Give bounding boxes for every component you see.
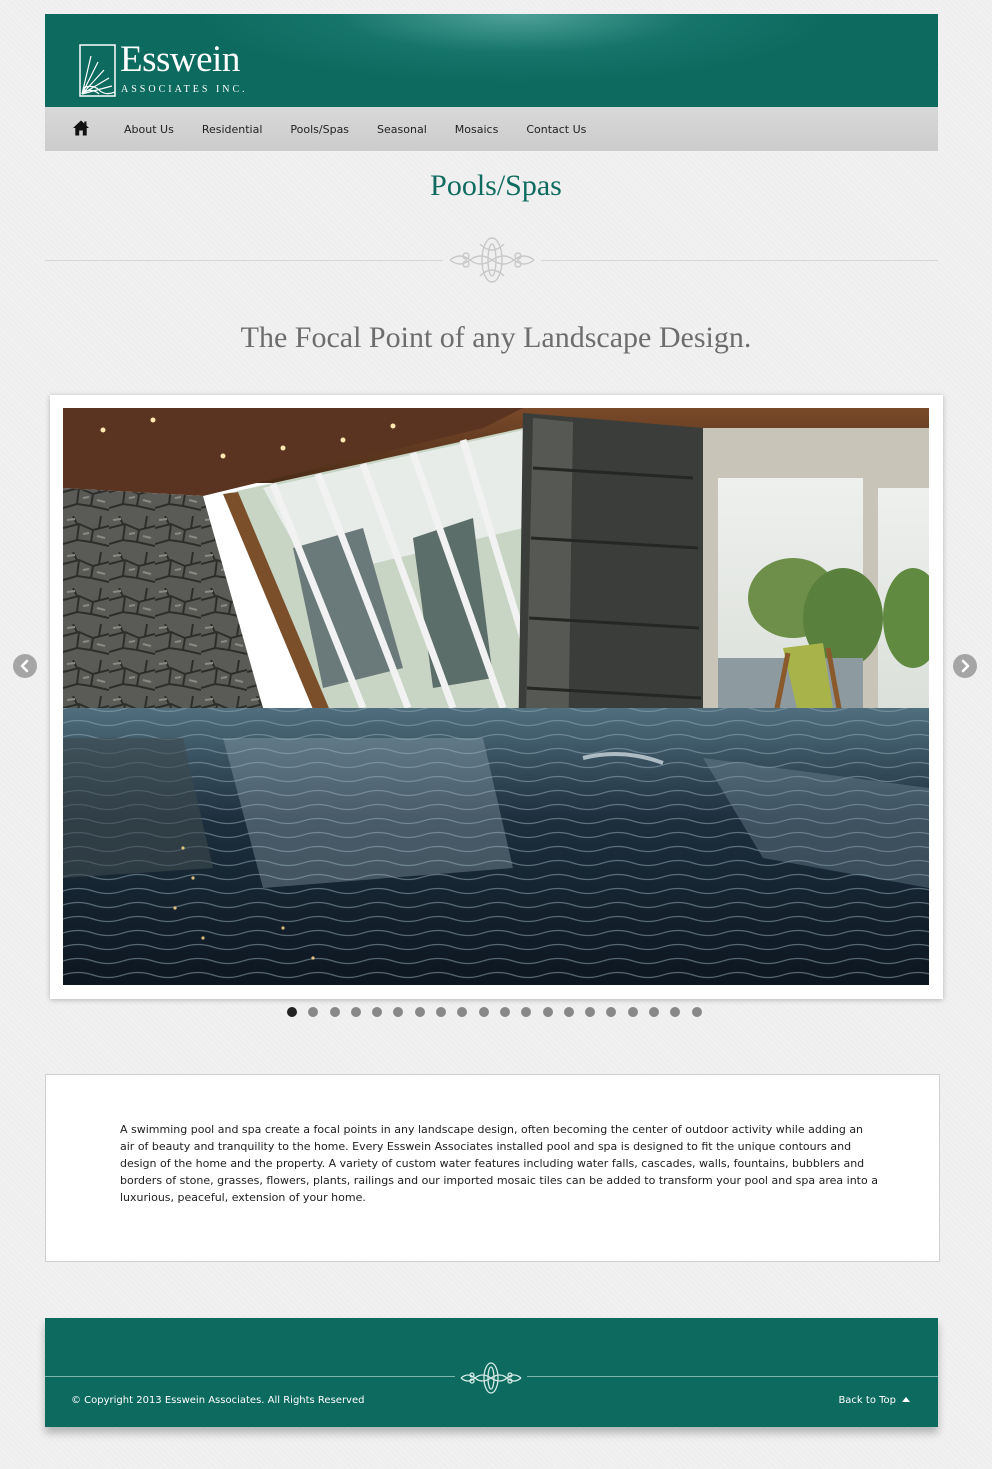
content-paragraph: A swimming pool and spa create a focal points in any landscape design, often becoming the center of outdoor activity while adding an air of beauty and tranquility to the home. Every Esswein Associates installed pool and spa is designed to fit the unique contours and design of the home and the property. A variety of custom water features including water falls, cascades, walls, fountains, bubblers and borders of stone, grasses, flowers, plants, railings and our imported mosaic tiles can be added to transform your pool and spa area into a luxurious, peaceful, extension of your home. [120,1123,878,1204]
nav-item-pools-spas[interactable]: Pools/Spas [290,122,350,136]
slider-dot[interactable] [457,1007,467,1017]
slider-dot[interactable] [330,1007,340,1017]
nav-item-about-us[interactable]: About Us [124,122,174,136]
slider-dot[interactable] [521,1007,531,1017]
nav-menu [110,107,600,151]
brand-subtitle: ASSOCIATES INC. [121,84,248,95]
slider-dot[interactable] [287,1007,297,1017]
slider-dot[interactable] [436,1007,446,1017]
slider-dot[interactable] [308,1007,318,1017]
divider-line-right [541,260,938,261]
slider-dot[interactable] [628,1007,638,1017]
slider-next-button[interactable] [953,654,977,678]
slider-dot[interactable] [692,1007,702,1017]
logo[interactable] [79,39,249,100]
nav-item-seasonal[interactable]: Seasonal [377,122,427,136]
caret-up-icon [902,1397,910,1402]
footer-ornament-icon [458,1360,524,1396]
slider-dot[interactable] [585,1007,595,1017]
slider-dot[interactable] [479,1007,489,1017]
tagline: The Focal Point of any Landscape Design. [240,321,752,354]
footer-divider-right [527,1376,938,1377]
slider-dot[interactable] [543,1007,553,1017]
site-header [45,14,938,107]
main-nav [45,107,938,151]
slider-dot[interactable] [670,1007,680,1017]
slider-dot[interactable] [372,1007,382,1017]
page-title: Pools/Spas [430,169,562,202]
logo-sunburst-icon [79,44,117,98]
back-to-top-label: Back to Top [838,1395,896,1406]
slider-dot[interactable] [606,1007,616,1017]
footer-divider-left [45,1376,455,1377]
slider-dot[interactable] [393,1007,403,1017]
slider-dot[interactable] [649,1007,659,1017]
slider-dot[interactable] [351,1007,361,1017]
slider-dot[interactable] [415,1007,425,1017]
divider-line-left [45,260,443,261]
slider-dot[interactable] [500,1007,510,1017]
home-icon[interactable] [72,119,90,137]
slider-dot[interactable] [564,1007,574,1017]
copyright-text: © Copyright 2013 Esswein Associates. All Rights Reserved [71,1395,365,1406]
nav-item-contact-us[interactable]: Contact Us [526,122,587,136]
nav-item-mosaics[interactable]: Mosaics [454,122,499,136]
chevron-right-icon [953,654,977,678]
slide-image-indoor-pool[interactable] [63,408,929,985]
brand-name: Esswein [120,39,240,80]
site-footer [45,1318,938,1427]
chevron-left-icon [13,654,37,678]
slider-pagination [287,1007,713,1017]
back-to-top-link[interactable] [838,1395,910,1406]
ornament-flourish-icon [446,234,538,286]
image-slider [50,395,943,999]
slider-prev-button[interactable] [13,654,37,678]
nav-item-residential[interactable]: Residential [201,122,263,136]
content-panel [45,1074,940,1262]
